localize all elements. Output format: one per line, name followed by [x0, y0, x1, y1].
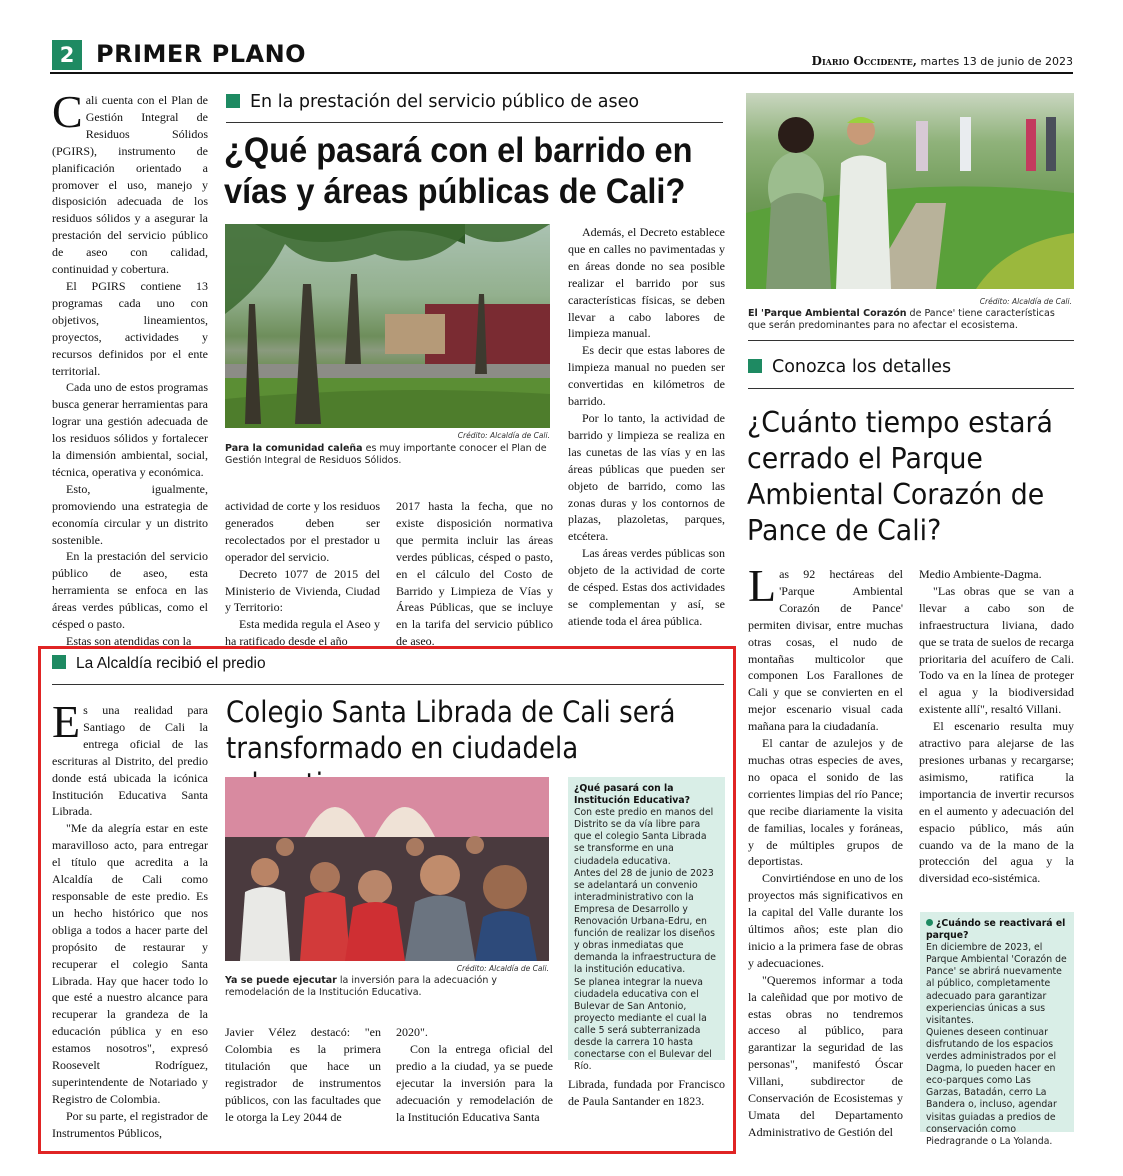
article3-left-col: Es una realidad para Santiago de Cali la entrega oficial de las escrituras al Distrito, del predio donde está ubicada la icónica Institución Educativa Santa Librada. "Me da alegría estar en este maravilloso acto, para entregar el título que acredita a la Alcaldía de Cali como responsable de este predio. Es un hecho histórico que nos obliga a todos a hacer parte del propósito de restaurar y recuperar el colegio Santa Librada. Hay que hacer todo lo que esté a nuestro alcance para recuperar la grandeza de la educación pública y en eso estamos nosotros", expresó Roosevelt Rodríguez, superintendente de Notariado y Registro de Colombia. Por su parte, el registrador de Instrumentos Públicos, — [52, 696, 208, 1140]
newspaper-name: Diario Occidente, — [811, 54, 917, 68]
issue-date: martes 13 de junio de 2023 — [920, 55, 1073, 68]
page-number-badge: 2 — [52, 40, 82, 70]
article1-photo-credit: Crédito: Alcaldía de Cali. — [457, 431, 550, 440]
article3-col-c: Librada, fundada por Francisco de Paula Santander en 1823. — [568, 1077, 725, 1108]
article2-col-b: Medio Ambiente-Dagma. "Las obras que se van a llevar a cabo son de infraestructura liviana, dado que se trata de suelos de recarga prioritaria del acuífero de Cali. Todo va en la línea de proteger el agua y la biodiversidad existente allí", resaltó Villani. El escenario resulta muy atractivo para alejarse de las presiones urbanas y recargarse; asimismo, ratifica la importancia de invertir recursos en el aumento y adecuación del espacio público, más aún cuando va de la mano de la protección del agua y la diversidad eco-sistémica. — [919, 567, 1074, 886]
article1-caption: Para la comunidad caleña es muy importante conocer el Plan de Gestión Integral de Residuos Sólidos. — [225, 443, 547, 466]
masthead-info — [760, 54, 1073, 68]
article3-headline: Colegio Santa Librada de Cali será transformado en ciudadela — [226, 695, 676, 765]
left-column-text: Cali cuenta con el Plan de Gestión Integral de Residuos Sólidos (PGIRS), instrumento de planificación orientado a promover el uso, manejo y disposición adecuada de los residuos sólidos y a asegurar la prestación del servicio público de aseo con calidad, continuidad y cobertura. El PGIRS contiene 13 programas cada uno con objetivos, lineamientos, proyectos, actividades y recursos definidos por el ente territorial. Cada uno de estos programas busca generar herramientas para lograr una gestión adecuada de los residuos sólidos y fortalecer la dimensión ambiental, social, técnica, operativa y económica. Esto, igualmente, promoviendo una estrategia de economía circular y un distrito sostenible. En la prestación del servicio público de aseo, esta herramienta se enfoca en las áreas verdes públicas, como el césped o pasto. Estas son atendidas con la — [52, 86, 208, 648]
article3-sidebar-box: ¿Qué pasará con la Institución Educativa? Con este predio en manos del Distrito se da vía libre para que el colegio Santa Librada se transforme en una ciudadela educativa. Antes del 28 de junio de 2023 se adelantará un convenio interadministrativo con la Empresa de Desarrollo y Renovación Urbana-Edru, en función de realizar los diseños y obras inmediatas que demanda la infraestructura de la institución educativa. Se planea integrar la nueva ciudadela educativa con el Bulevar de San Antonio, proyecto mediante el cual la calle 5 será subterranizada desde la carrera 10 hasta conectarse con el Bulevar del Río. — [568, 777, 725, 1060]
article2-col-a: Las 92 hectáreas del 'Parque Ambiental Corazón de Pance' permiten divisar, entre muchas otras cosas, el nudo de montañas multicolor que componen Los Farallones de Cali y que se convierten en el mejor escenario visual cada mañana para la ciudadanía. El cantar de azulejos y de muchas otras especies de aves, no opaca el sonido de las corrientes limpias del río Pance; que recibe diariamente la visita de familias, locales y foráneas, y de múltiples grupos de deportistas. Convirtiéndose en uno de los proyectos más significativos en la capital del Valle durante los últimos años; este plan dio inicio a la primera fase de obras y adecuaciones. "Queremos informar a toda la caleñidad que por motivo de estas obras no tendremos acceso al público, para garantizar la seguridad de las personas", manifestó Óscar Villani, subdirector de Conservación de Ecosistemas y Umata del Departamento Administrativo de Gestión del — [748, 560, 903, 1139]
article3-kicker: La Alcaldía recibió el predio — [52, 655, 266, 673]
article2-kicker: Conozca los detalles — [748, 357, 951, 377]
article2-top-rule — [748, 340, 1074, 341]
article3-col-a: Javier Vélez destacó: "en Colombia es la primera titulación que hace un registrador de instrumentos públicos, con las facultades que le otorga la Ley 2044 de — [225, 1025, 381, 1124]
kicker-rule — [226, 122, 723, 123]
article2-kicker-rule — [748, 388, 1074, 389]
article3-photo — [225, 777, 549, 961]
article1-kicker: En la prestación del servicio público de aseo — [226, 92, 639, 112]
section-title: PRIMER PLANO — [96, 40, 307, 68]
article2-sidebar-box: ¿Cuándo se reactivará el parque? En diciembre de 2023, el Parque Ambiental 'Corazón de Pance' se abrirá nuevamente al público, completamente adecuado para garantizar experiencias únicas a sus visitantes. Quienes deseen continuar disfrutando de los espacios verdes administrados por el Dagma, lo pueden hacer en eco-parques como Las Garzas, Batadán, cerro La Bandera o, incluso, agendar visitas guiadas a predios de conservación como Piedragrande o La Yolanda. — [920, 912, 1074, 1132]
article1-col-c: Además, el Decreto establece que en calles no pavimentadas y en áreas donde no sea posible realizar el barrido por sus características físicas, se deben llevar a cabo labores de limpieza manual. Es decir que estas labores de limpieza manual no pueden ser convertidas en kilómetros de barrido. Por lo tanto, la actividad de barrido y limpieza se realiza en las cunetas de las vías y en las áreas públicas que pueden ser objeto de barrido, como las zonas duras y los contornos de plazas, plazoletas, parques, etcétera. Las áreas verdes públicas son objeto de la actividad de corte de césped. Estas dos actividades se complementan y así, se atiende toda el área pública. — [568, 225, 725, 628]
kicker-square-icon — [52, 655, 66, 669]
drop-cap: E — [52, 696, 81, 747]
article2-caption: El 'Parque Ambiental Corazón de Pance' tiene características que serán predominantes para no afectar el ecosistema. — [748, 308, 1055, 331]
article1-col-a: actividad de corte y los residuos generados deben ser recolectados por el prestador u operador del servicio. Decreto 1077 de 2015 del Ministerio de Vivienda, Ciudad y Territorio: Esta medida regula el Aseo y ha ratificado desde el año — [225, 499, 380, 649]
article1-headline: ¿Qué pasará con el barrido en vías y áreas públicas de Cali? — [224, 131, 693, 211]
article2-photo — [746, 93, 1074, 289]
article1-col-b: 2017 hasta la fecha, que no existe disposición normativa que permita incluir las áreas verdes públicas, césped o pasto, en el cálculo del Costo de Barrido y Limpieza de Vías y Áreas Públicas, que se incluye en la tarifa del servicio público de aseo. — [396, 499, 553, 649]
article2-headline: ¿Cuánto tiempo estará cerrado el Parque Ambiental Corazón de Pance de Cali? — [747, 406, 1053, 547]
article3-col-b: 2020". Con la entrega oficial del predio a la ciudad, ya se puede ejecutar la inversión para la adecuación y remodelación de la Institución Educativa Santa — [396, 1025, 553, 1124]
header-rule — [50, 72, 1073, 74]
article3-kicker-rule — [52, 684, 724, 685]
article1-photo — [225, 224, 550, 428]
article2-photo-credit: Crédito: Alcaldía de Cali. — [979, 297, 1072, 306]
kicker-square-icon — [226, 94, 240, 108]
drop-cap: C — [52, 86, 83, 137]
article3-caption: Ya se puede ejecutar la inversión para la adecuación y remodelación de la Institución Educativa. — [225, 975, 498, 998]
drop-cap: L — [748, 560, 777, 611]
kicker-square-icon — [748, 359, 762, 373]
bullet-dot-icon — [926, 919, 933, 926]
article3-photo-credit: Crédito: Alcaldía de Cali. — [456, 964, 549, 973]
